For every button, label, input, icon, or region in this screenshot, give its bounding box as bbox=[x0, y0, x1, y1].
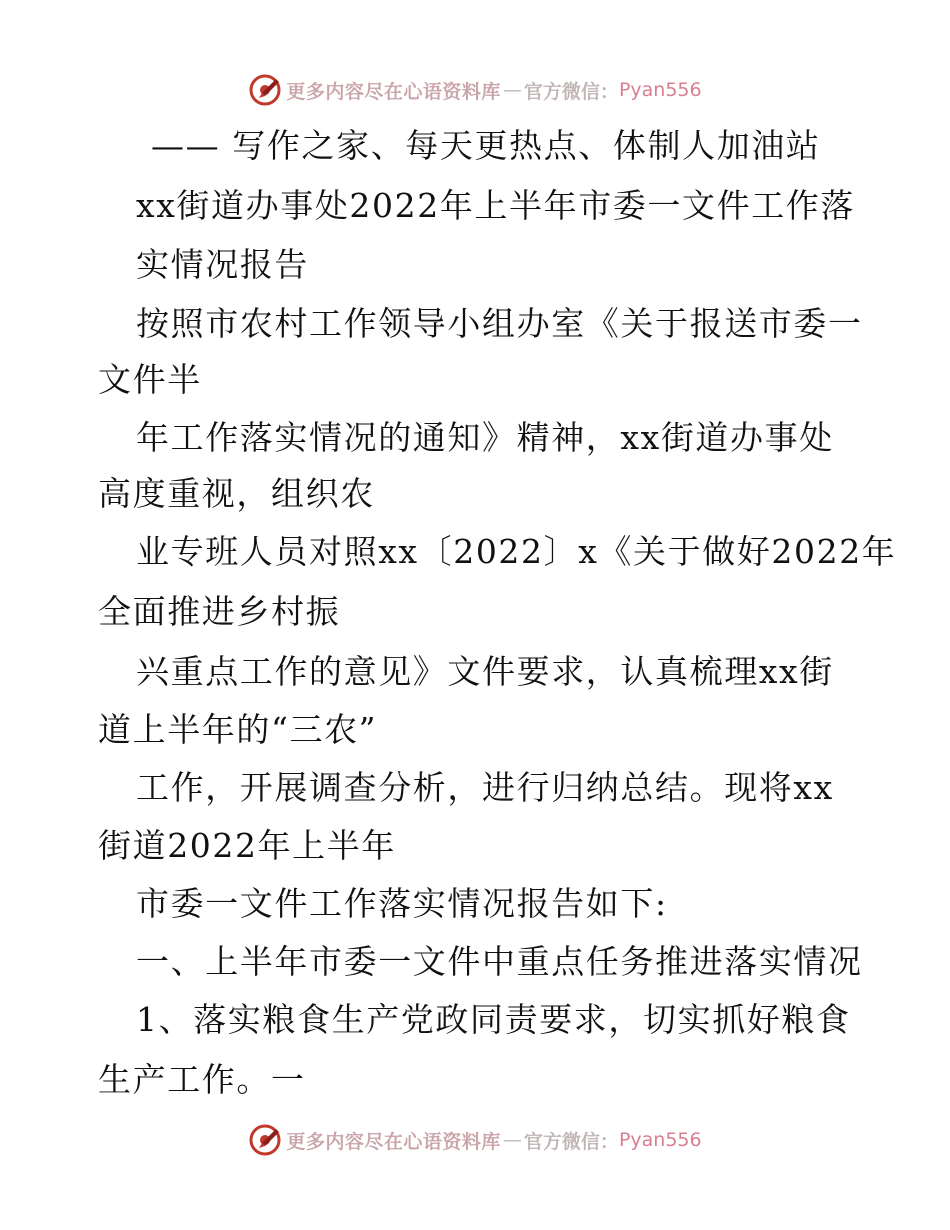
watermark-brand-text: 更多内容尽在心语资料库 bbox=[286, 80, 501, 103]
body-text-line: 工作，开展调查分析，进行归纳总结。现将xx bbox=[136, 768, 834, 807]
header-watermark bbox=[0, 70, 950, 110]
body-text-line: 按照市农村工作领导小组办室《关于报送市委一 bbox=[136, 304, 863, 343]
body-text-line: 1、落实粮食生产党政同责要求，切实抓好粮食 bbox=[136, 1000, 851, 1039]
body-text-line: 道上半年的“三农” bbox=[98, 710, 378, 749]
watermark-wechat-label: 官方微信： bbox=[523, 1130, 619, 1153]
body-text-line: 年工作落实情况的通知》精神，xx街道办事处 bbox=[136, 418, 834, 457]
pen-logo-icon bbox=[248, 1123, 282, 1157]
pen-logo-icon bbox=[248, 73, 282, 107]
watermark-brand-text: 更多内容尽在心语资料库 bbox=[286, 1130, 501, 1153]
body-text-line: 文件半 bbox=[98, 360, 202, 399]
document-title-line-1: xx街道办事处2022年上半年市委一文件工作落 bbox=[136, 186, 856, 225]
document-tagline: —— 写作之家、每天更热点、体制人加油站 bbox=[151, 126, 821, 165]
section-heading: 一、上半年市委一文件中重点任务推进落实情况 bbox=[136, 942, 863, 981]
body-text-line: 高度重视，组织农 bbox=[98, 474, 375, 513]
body-text-line: 市委一文件工作落实情况报告如下: bbox=[136, 884, 668, 923]
watermark-wechat-id: Pyan556 bbox=[618, 79, 702, 101]
body-text-line: 街道2022年上半年 bbox=[98, 826, 396, 865]
watermark-wechat-id: Pyan556 bbox=[618, 1129, 702, 1151]
watermark-separator: — bbox=[502, 79, 522, 101]
body-text-line: 兴重点工作的意见》文件要求，认真梳理xx街 bbox=[136, 652, 834, 691]
body-text-line: 业专班人员对照xx〔2022〕x《关于做好2022年 bbox=[136, 532, 897, 571]
document-title-line-2: 实情况报告 bbox=[136, 245, 309, 284]
body-text-line: 全面推进乡村振 bbox=[98, 592, 341, 631]
body-text-line: 生产工作。一 bbox=[98, 1060, 306, 1099]
footer-watermark bbox=[0, 1120, 950, 1160]
watermark-separator: — bbox=[502, 1129, 522, 1151]
watermark-wechat-label: 官方微信： bbox=[523, 80, 619, 103]
